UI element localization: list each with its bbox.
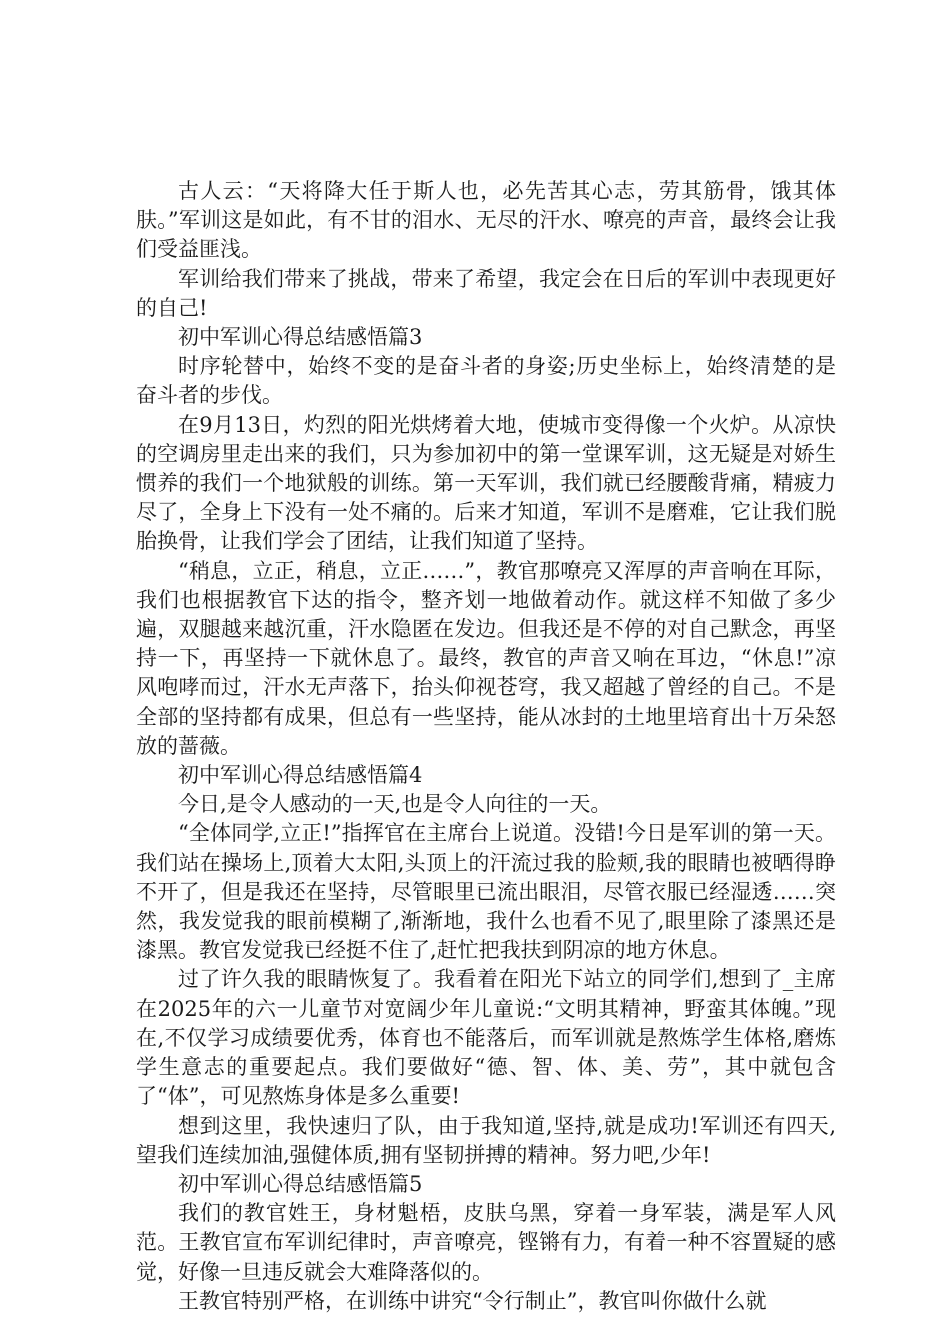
paragraph: 过了许久我的眼睛恢复了。我看着在阳光下站立的同学们,想到了_主席在2025年的六一儿童节对宽阔少年儿童说:“文明其精神，野蛮其体魄。”现在,不仅学习成绩要优秀，体育也不能落后，而军训就是熬炼学生体格,磨炼学生意志的重要起点。我们要做好“德、智、体、美、劳”，其中就包含了“体”，可见熬炼身体是多么重要! (136, 967, 836, 1109)
paragraph: 想到这里，我快速归了队，由于我知道,坚持,就是成功!军训还有四天,望我们连续加油,强健体质,拥有坚韧拼搏的精神。努力吧,少年! (136, 1113, 836, 1167)
section-heading: 初中军训心得总结感悟篇5 (178, 1171, 423, 1196)
paragraph: 时序轮替中，始终不变的是奋斗者的身姿;历史坐标上，始终清楚的是奋斗者的步伐。 (136, 354, 836, 408)
paragraph: “稍息，立正，稍息，立正……”，教官那嘹亮又浑厚的声音响在耳际，我们也根据教官下达的指令，整齐划一地做着动作。就这样不知做了多少遍，双腿越来越沉重，汗水隐匿在发边。但我还是不停的对自己默念，再坚持一下，再坚持一下就休息了。最终，教官的声音又响在耳边，“休息!”凉风咆哮而过，汗水无声落下，抬头仰视苍穹，我又超越了曾经的自己。不是全部的坚持都有成果，但总有一些坚持，能从冰封的土地里培育出十万朵怒放的蔷薇。 (136, 558, 836, 758)
paragraph: 军训给我们带来了挑战，带来了希望，我定会在日后的军训中表现更好的自己! (136, 266, 836, 320)
paragraph: 在9月13日，灼烈的阳光烘烤着大地，使城市变得像一个火炉。从凉快的空调房里走出来的我们，只为参加初中的第一堂课军训，这无疑是对娇生惯养的我们一个地狱般的训练。第一天军训，我们就已经腰酸背痛，精疲力尽了，全身上下没有一处不痛的。后来才知道，军训不是磨难，它让我们脱胎换骨，让我们学会了团结，让我们知道了坚持。 (136, 412, 836, 554)
section-heading: 初中军训心得总结感悟篇4 (178, 763, 423, 788)
paragraph: 古人云：“天将降大任于斯人也，必先苦其心志，劳其筋骨，饿其体肤。”军训这是如此，有不甘的泪水、无尽的汗水、嘹亮的声音，最终会让我们受益匪浅。 (136, 179, 836, 262)
document-body (136, 177, 836, 1316)
paragraph: 今日,是令人感动的一天,也是令人向往的一天。 (178, 792, 612, 817)
paragraph: 王教官特别严格，在训练中讲究“令行制止”，教官叫你做什么就 (178, 1288, 767, 1313)
paragraph: 我们的教官姓王，身材魁梧，皮肤乌黑，穿着一身军装，满是军人风范。王教官宣布军训纪律时，声音嘹亮，铿锵有力，有着一种不容置疑的感觉，好像一旦违反就会大难降落似的。 (136, 1201, 836, 1284)
paragraph: “全体同学,立正!”指挥官在主席台上说道。没错!今日是军训的第一天。我们站在操场上,顶着大太阳,头顶上的汗流过我的脸颊,我的眼睛也被晒得睁不开了，但是我还在坚持，尽管眼里已流出眼泪，尽管衣服已经湿透……突然，我发觉我的眼前模糊了,渐渐地，我什么也看不见了,眼里除了漆黑还是漆黑。教官发觉我已经挺不住了,赶忙把我扶到阴凉的地方休息。 (136, 821, 836, 963)
section-heading: 初中军训心得总结感悟篇3 (178, 325, 423, 350)
